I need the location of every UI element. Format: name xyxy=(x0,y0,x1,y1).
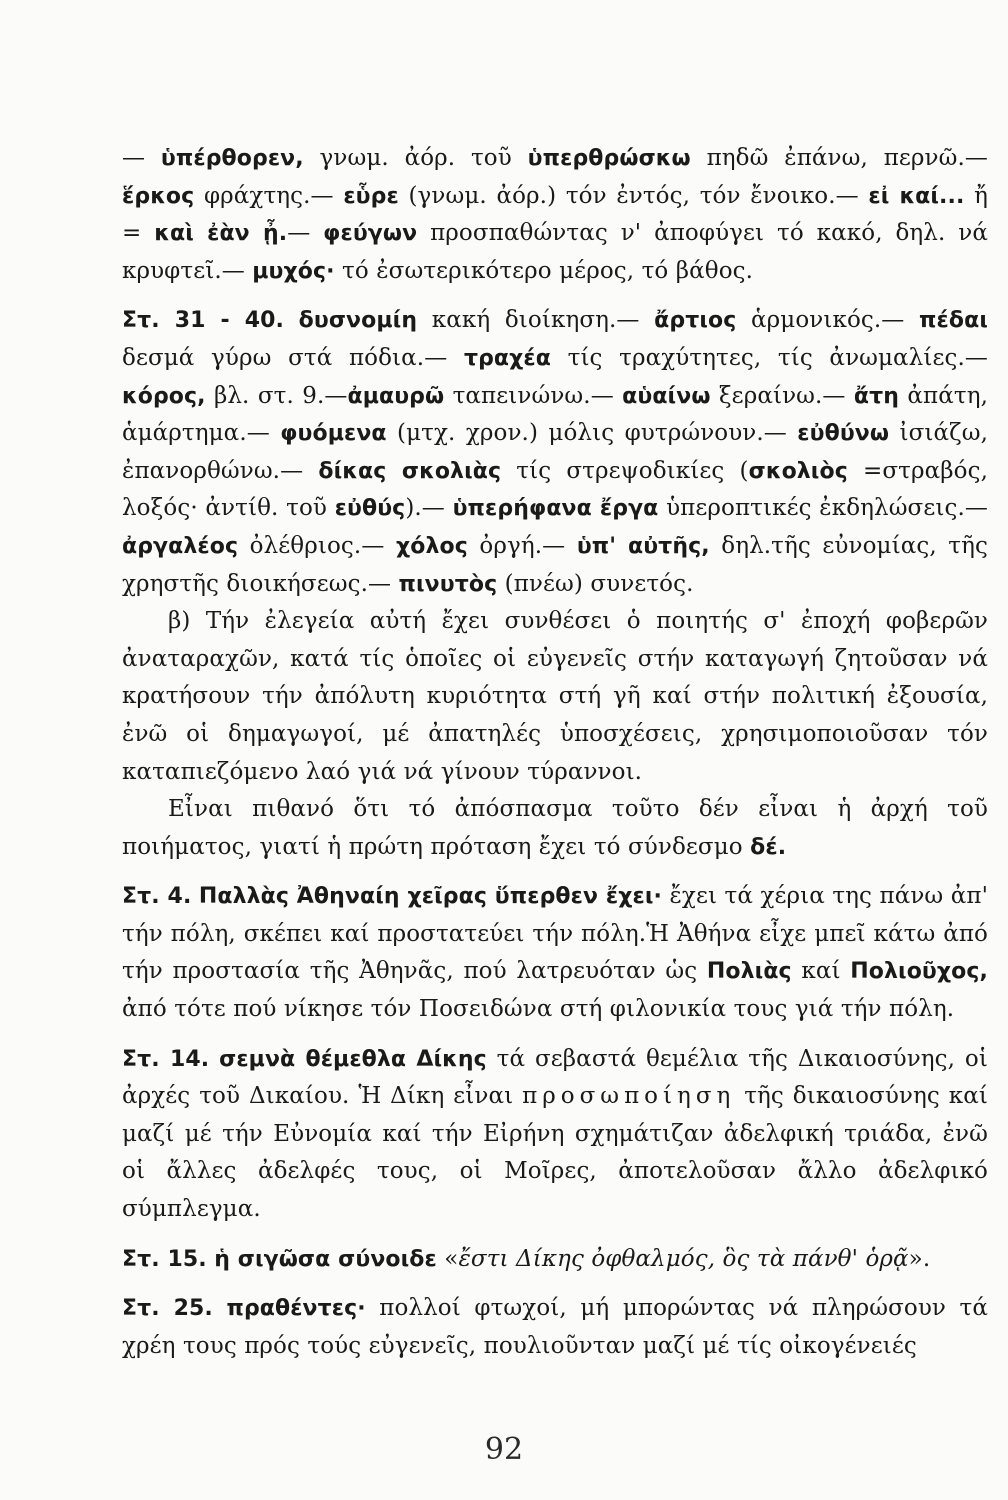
glossary-term: δέ. xyxy=(750,834,787,860)
page-number: 92 xyxy=(484,1432,524,1467)
verse-reference: Στ. 14. xyxy=(122,1046,210,1072)
text-run: τό ἐσωτερικότερο μέρος, τό βάθος. xyxy=(334,257,754,284)
text-run xyxy=(209,1046,219,1072)
glossary-term: πινυτὸς xyxy=(398,571,498,597)
paragraph-verse-4 xyxy=(122,878,988,1028)
glossary-term: ἀργαλέος xyxy=(122,533,239,559)
glossary-term: πραθέντες· xyxy=(226,1296,366,1322)
text-run: ἀπό τότε πού νίκησε τόν Ποσειδώνα στή φιλονικία τους γιά τήν πόλη. xyxy=(122,996,955,1023)
verse-reference: Στ. 4. xyxy=(122,884,192,910)
text-run: β) Τήν ἐλεγεία αὐτή ἔχει συνθέσει ὁ ποιητής σ' ἐποχή φοβερῶν ἀναταραχῶν, κατά τίς ὁποῖες οἱ εὐγενεῖς στήν καταγωγή ζητοῦσαν νά κρατήσουν τήν ἀπόλυτη κυριότητα στή γῆ καί στήν πολιτική ἐξουσία, ἐνῶ οἱ δημαγωγοί, μέ ἀπατηλές ὑποσχέσεις, χρησιμοποιοῦσαν τόν καταπιεζόμενο λαό γιά νά γίνουν τύραννοι. xyxy=(122,608,988,785)
glossary-term: σεμνὰ θέμεθλα Δίκης xyxy=(219,1046,487,1072)
glossary-term: ἀμαυρῶ xyxy=(347,383,445,409)
text-run: τίς στρεψοδικίες ( xyxy=(501,457,749,484)
paragraph-glossary-31-40 xyxy=(122,302,988,603)
quotation: ἔστι Δίκης ὀφθαλμός, ὃς τὰ πάνθ' ὁρᾷ xyxy=(458,1245,909,1272)
glossary-term: ἡ σιγῶσα σύνοιδε xyxy=(214,1246,437,1272)
text-run: πολλοί φτωχοί, μή μπορώντας νά πληρώσουν τά χρέη τους πρός τούς εὐγενεῖς, πουλιοῦνταν μαζί μέ τίς οἰκογένειές xyxy=(122,1295,988,1359)
glossary-term: τραχέα xyxy=(463,345,551,371)
text-run xyxy=(191,883,198,909)
text-run: (μτχ. χρον.) μόλις φυτρώνουν.— xyxy=(386,420,798,447)
text-run: τίς τραχύτητες, τίς ἀνωμαλίες.— xyxy=(551,344,988,371)
paragraph-verse-15 xyxy=(122,1241,988,1279)
text-run: (γνωμ. ἀόρ.) τόν ἐντός, τόν ἔνοικο.— xyxy=(398,182,869,209)
text-run: κακή διοίκηση.— xyxy=(417,307,655,334)
glossary-term: ἄτη xyxy=(853,383,900,409)
glossary-term: μυχός· xyxy=(252,258,335,284)
text-run: (πνέω) συνετός. xyxy=(497,570,694,597)
verse-reference: Στ. 15. xyxy=(122,1246,207,1272)
text-run: προσπαθώντας ν' ἀποφύγει τό κακό, δηλ. νά κρυφτεῖ.— xyxy=(122,220,988,284)
text-run: ὑπεροπτικές ἐκδηλώσεις.— xyxy=(658,495,988,522)
text-run: ).— xyxy=(405,495,453,522)
glossary-term: ὑπ' αὐτῆς, xyxy=(576,533,710,559)
text-run: ξεραίνω.— xyxy=(710,382,854,409)
text-run: καί xyxy=(791,958,851,985)
glossary-term: ὑπερήφανα ἔργα xyxy=(452,496,659,522)
text-run: δηλ.τῆς εὐνομίας, τῆς χρηστῆς διοικήσεως.— xyxy=(122,532,988,597)
text-run: ἤ = xyxy=(122,182,988,247)
glossary-term: φεύγων xyxy=(323,221,418,247)
emphasized-word: προσωποίηση xyxy=(522,1083,736,1110)
text-run: ταπεινώνω.— xyxy=(444,382,623,409)
text-run: Εἶναι πιθανό ὅτι τό ἀπόσπασμα τοῦτο δέν εἶναι ἡ ἀρχή τοῦ ποιήματος, γιατί ἡ πρώτη πρόταση ἔχει τό σύνδεσμο xyxy=(122,796,988,860)
text-run: « xyxy=(436,1245,459,1272)
text-run: ». xyxy=(908,1245,931,1272)
glossary-term: δυσνομίη xyxy=(298,308,418,334)
glossary-term: ἕρκος xyxy=(122,183,195,209)
verse-reference: Στ. 31 - 40. xyxy=(122,308,285,334)
paragraph-verse-25 xyxy=(122,1290,988,1365)
text-run: =στραβός, λοξός· ἀντίθ. τοῦ xyxy=(122,457,988,522)
glossary-term: ὑπερθρώσκω xyxy=(527,146,691,171)
glossary-term: εὐθύνω xyxy=(797,421,890,447)
text-run: βλ. στ. 9.— xyxy=(205,382,348,409)
paragraph-verse-14 xyxy=(122,1041,988,1229)
text-run: ἀπάτη, ἁμάρτημα.— xyxy=(122,382,988,447)
commentary-text xyxy=(122,140,988,1365)
glossary-term: σκολιὸς xyxy=(748,458,848,484)
glossary-term: δίκας σκολιὰς xyxy=(318,458,502,484)
glossary-term: πέδαι xyxy=(919,308,988,334)
paragraph-historical-context xyxy=(122,603,988,791)
verse-reference: Στ. 25. xyxy=(122,1296,213,1322)
text-run: ἔχει τά χέρια της πάνω ἀπ' τήν πόλη, σκέπει καί προστατεύει τήν πόλη.Ἡ Ἀθήνα εἶχε μπεῖ κάτω ἀπό τήν προστασία τῆς Ἀθηνᾶς, πού λατρευόταν ὡς xyxy=(122,883,988,985)
glossary-term: κόρος, xyxy=(122,383,206,409)
text-run: ὀλέθριος.— xyxy=(238,532,396,559)
text-run: τά σεβαστά θεμέλια τῆς Δικαιοσύνης, οἱ ἀρχές τοῦ Δικαίου. Ἡ Δίκη εἶναι xyxy=(122,1045,988,1110)
glossary-term: εὗρε xyxy=(343,183,399,209)
text-run xyxy=(213,1295,227,1321)
glossary-term: ὑπέρθορεν, xyxy=(160,146,304,171)
glossary-term: εἰ καί... xyxy=(868,183,965,209)
text-run: ἁρμονικός.— xyxy=(736,307,920,334)
text-run: δεσμά γύρω στά πόδια.— xyxy=(122,344,464,371)
text-run: πηδῶ ἐπάνω, περνῶ.— xyxy=(690,145,988,171)
glossary-term: ἄρτιος xyxy=(654,308,737,334)
text-run: γνωμ. ἀόρ. τοῦ xyxy=(303,145,528,171)
glossary-term: εὐθύς xyxy=(334,496,406,522)
text-run: ὀργή.— xyxy=(467,532,577,559)
glossary-term: Πολιοῦχος, xyxy=(850,959,988,985)
glossary-term: φυόμενα xyxy=(280,421,387,447)
paragraph-glossary-1 xyxy=(122,140,988,290)
text-run: φράχτης.— xyxy=(194,182,344,209)
paragraph-fragment-note xyxy=(122,791,988,866)
text-run: — xyxy=(287,220,324,247)
text-run: — xyxy=(122,145,161,171)
glossary-term: αὑαίνω xyxy=(622,383,711,409)
text-run xyxy=(284,307,299,333)
glossary-term: Παλλὰς Ἀθηναίη χεῖρας ὕπερθεν ἔχει· xyxy=(198,884,662,910)
text-run: ἰσιάζω, ἐπανορθώνω.— xyxy=(122,420,988,484)
text-run: τῆς δικαιοσύνης καί μαζί μέ τήν Εὐνομία καί τήν Εἰρήνη σχημάτιζαν ἀδελφική τριάδα, ἐνῶ οἱ ἄλλες ἀδελφές τους, οἱ Μοῖρες, ἀποτελοῦσαν ἄλλο ἀδελφικό σύμπλεγμα. xyxy=(122,1083,988,1223)
glossary-term: χόλος xyxy=(395,533,468,559)
glossary-term: Πολιὰς xyxy=(706,959,792,985)
glossary-term: καὶ ἐὰν ᾖ. xyxy=(154,221,288,247)
